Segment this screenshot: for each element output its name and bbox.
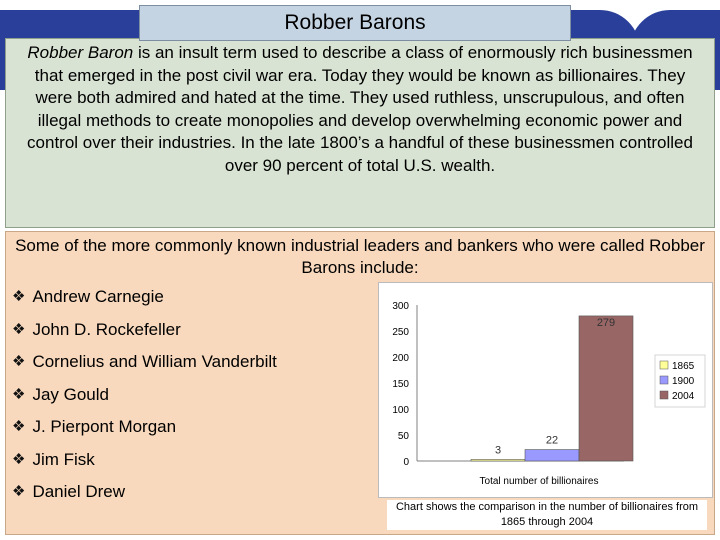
leaders-list <box>12 287 277 515</box>
list-item: ❖ J. Pierpont Morgan <box>12 417 177 436</box>
legend-label: 1900 <box>672 376 695 387</box>
intro-body: is an insult term used to describe a class of enormously rich businessmen that emerged in the post civil war era. Today they would be known as billionaires. They were both admired and hated at the time. They used ruthless, unscrupulous, and often illegal methods to create monopolies and develop overwhelming economic power and control over their industries. In the late 1800’s a handful of these businessmen controlled over 90 percent of total U.S. wealth. <box>27 43 693 175</box>
diamond-bullet-icon: ❖ <box>12 483 26 500</box>
bar-1865 <box>471 459 525 461</box>
y-tick-label: 300 <box>392 301 409 312</box>
y-tick-label: 0 <box>403 457 409 468</box>
data-label: 22 <box>545 434 559 447</box>
list-item: ❖ Andrew Carnegie <box>12 287 164 306</box>
legend-swatch <box>660 391 668 399</box>
y-tick-label: 100 <box>392 405 409 416</box>
diamond-bullet-icon: ❖ <box>12 353 26 370</box>
chart-svg <box>379 283 712 497</box>
slide-title: Robber Barons <box>284 11 426 34</box>
billionaires-chart <box>378 282 713 498</box>
y-tick-label: 200 <box>392 353 409 364</box>
slide-title-box <box>139 5 571 41</box>
y-tick-label: 50 <box>397 431 409 442</box>
list-item: ❖ Daniel Drew <box>12 482 126 501</box>
list-item: ❖ Cornelius and William Vanderbilt <box>12 352 277 371</box>
y-tick-label: 250 <box>392 327 409 338</box>
chart-caption: Chart shows the comparison in the number of billionaires from 1865 through 2004 <box>387 500 707 530</box>
list-item: ❖ Jim Fisk <box>12 449 95 469</box>
intro-paragraph <box>27 43 693 175</box>
bar-1900 <box>525 450 579 461</box>
legend-swatch <box>660 376 668 384</box>
legend-label: 1865 <box>672 361 695 372</box>
diamond-bullet-icon: ❖ <box>12 418 26 435</box>
diamond-bullet-icon: ❖ <box>12 385 26 403</box>
list-item: ❖ Jay Gould <box>12 384 109 404</box>
data-label: 279 <box>596 316 616 329</box>
data-label: 3 <box>494 444 502 457</box>
list-item: ❖ John D. Rockefeller <box>12 319 181 339</box>
diamond-bullet-icon: ❖ <box>12 288 26 305</box>
leaders-intro: Some of the more commonly known industrial leaders and bankers who were called Robber Barons include: <box>15 236 705 277</box>
intro-term: Robber Baron <box>27 43 134 62</box>
legend-swatch <box>660 361 668 369</box>
legend-label: 2004 <box>672 391 695 402</box>
y-tick-label: 150 <box>392 379 409 390</box>
leaders-box <box>5 231 715 535</box>
x-axis-label: Total number of billionaires <box>479 476 599 487</box>
diamond-bullet-icon: ❖ <box>12 450 26 468</box>
diamond-bullet-icon: ❖ <box>12 320 26 338</box>
bar-2004 <box>579 316 633 461</box>
intro-text-box <box>5 38 715 228</box>
